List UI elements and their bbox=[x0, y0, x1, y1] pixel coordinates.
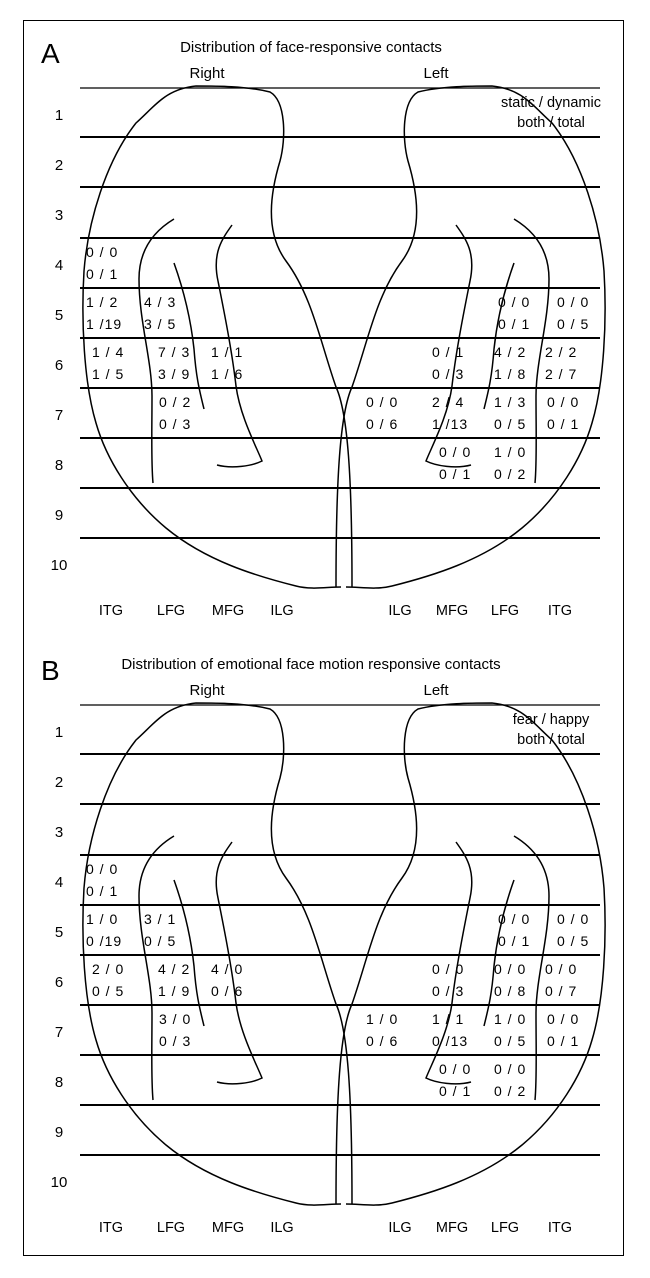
row-number: 3 bbox=[54, 824, 64, 841]
panel-b bbox=[41, 655, 605, 1236]
cell-value-line1: 2 / 2 bbox=[545, 344, 578, 360]
cell-value-line2: 0 / 1 bbox=[86, 883, 119, 899]
cell-value-line2: 1 /19 bbox=[86, 316, 123, 332]
cell-value-line1: 1 / 4 bbox=[92, 344, 125, 360]
cell-value-line2: 0 / 5 bbox=[557, 316, 590, 332]
panel-a-letter: A bbox=[41, 38, 60, 69]
cell-value-line2: 0 / 3 bbox=[432, 983, 465, 999]
cell-value-line2: 0 / 5 bbox=[494, 1033, 527, 1049]
region-label: MFG bbox=[435, 1220, 469, 1236]
panel-a-legend-line2: both / total bbox=[517, 115, 585, 131]
cell-value-line1: 1 / 1 bbox=[432, 1011, 465, 1027]
region-label: MFG bbox=[435, 603, 469, 619]
cell-value-line2: 1 /13 bbox=[432, 416, 469, 432]
cell-value-line2: 0 /13 bbox=[432, 1033, 469, 1049]
cell-value-line2: 2 / 7 bbox=[545, 366, 578, 382]
cell-value-line2: 1 / 8 bbox=[494, 366, 527, 382]
row-number: 10 bbox=[50, 1174, 68, 1191]
cell-value-line1: 0 / 0 bbox=[494, 961, 527, 977]
cell-value-line1: 0 / 0 bbox=[547, 394, 580, 410]
cell-value-line2: 0 / 5 bbox=[144, 933, 177, 949]
panel-a-cells bbox=[86, 244, 589, 482]
row-number: 6 bbox=[54, 357, 64, 374]
panel-b-legend-line1: fear / happy bbox=[512, 712, 590, 728]
cell-value-line1: 4 / 3 bbox=[144, 294, 177, 310]
cell-value-line1: 2 / 4 bbox=[432, 394, 465, 410]
cell-value-line1: 7 / 3 bbox=[158, 344, 191, 360]
panel-a-left-label: Left bbox=[423, 65, 449, 82]
region-label: LFG bbox=[490, 603, 520, 619]
row-number: 4 bbox=[54, 257, 64, 274]
cell-value-line2: 0 / 2 bbox=[494, 466, 527, 482]
cell-value-line1: 0 / 0 bbox=[86, 861, 119, 877]
cell-value-line2: 0 / 1 bbox=[439, 1083, 472, 1099]
cell-value-line2: 0 / 5 bbox=[92, 983, 125, 999]
cell-value-line2: 0 /19 bbox=[86, 933, 123, 949]
region-label: MFG bbox=[211, 1220, 245, 1236]
cell-value-line2: 3 / 9 bbox=[158, 366, 191, 382]
row-number: 8 bbox=[54, 1074, 64, 1091]
cell-value-line1: 0 / 0 bbox=[86, 244, 119, 260]
cell-value-line2: 0 / 1 bbox=[498, 933, 531, 949]
panel-b-right-label: Right bbox=[189, 682, 225, 699]
cell-value-line1: 1 / 1 bbox=[211, 344, 244, 360]
cell-value-line1: 0 / 2 bbox=[159, 394, 192, 410]
cell-value-line2: 0 / 3 bbox=[159, 416, 192, 432]
cell-value-line1: 0 / 0 bbox=[498, 294, 531, 310]
cell-value-line2: 1 / 6 bbox=[211, 366, 244, 382]
row-number: 7 bbox=[54, 407, 64, 424]
row-number: 6 bbox=[54, 974, 64, 991]
cell-value-line2: 0 / 3 bbox=[159, 1033, 192, 1049]
cell-value-line2: 0 / 6 bbox=[211, 983, 244, 999]
panel-b-cells bbox=[86, 861, 589, 1099]
row-number: 3 bbox=[54, 207, 64, 224]
cell-value-line1: 1 / 0 bbox=[86, 911, 119, 927]
region-label: LFG bbox=[156, 1220, 186, 1236]
cell-value-line1: 0 / 0 bbox=[366, 394, 399, 410]
cell-value-line1: 1 / 0 bbox=[494, 1011, 527, 1027]
cell-value-line1: 4 / 2 bbox=[158, 961, 191, 977]
cell-value-line1: 3 / 1 bbox=[144, 911, 177, 927]
cell-value-line1: 0 / 0 bbox=[494, 1061, 527, 1077]
cell-value-line1: 0 / 0 bbox=[547, 1011, 580, 1027]
panel-b-row-numbers bbox=[51, 724, 68, 1191]
row-number: 9 bbox=[54, 1124, 64, 1141]
cell-value-line1: 1 / 0 bbox=[366, 1011, 399, 1027]
panel-a-row-numbers bbox=[51, 107, 68, 574]
region-label: ILG bbox=[388, 1220, 412, 1236]
cell-value-line1: 0 / 0 bbox=[498, 911, 531, 927]
panel-a-legend-line1: static / dynamic bbox=[501, 95, 601, 111]
region-label: MFG bbox=[211, 603, 245, 619]
cell-value-line2: 0 / 5 bbox=[557, 933, 590, 949]
cell-value-line2: 0 / 5 bbox=[494, 416, 527, 432]
cell-value-line1: 0 / 1 bbox=[432, 344, 465, 360]
region-label: ITG bbox=[98, 603, 124, 619]
cell-value-line1: 3 / 0 bbox=[159, 1011, 192, 1027]
cell-value-line2: 0 / 1 bbox=[498, 316, 531, 332]
region-label: LFG bbox=[490, 1220, 520, 1236]
cell-value-line2: 0 / 2 bbox=[494, 1083, 527, 1099]
region-label: ILG bbox=[388, 603, 412, 619]
cell-value-line1: 1 / 2 bbox=[86, 294, 119, 310]
cell-value-line2: 0 / 1 bbox=[439, 466, 472, 482]
row-number: 8 bbox=[54, 457, 64, 474]
panel-a-title: Distribution of face-responsive contacts bbox=[180, 39, 442, 56]
panel-a bbox=[41, 38, 605, 619]
row-number: 5 bbox=[54, 307, 64, 324]
cell-value-line1: 4 / 2 bbox=[494, 344, 527, 360]
cell-value-line2: 1 / 5 bbox=[92, 366, 125, 382]
figure-canvas bbox=[24, 21, 624, 1255]
row-number: 2 bbox=[54, 157, 64, 174]
cell-value-line1: 0 / 0 bbox=[432, 961, 465, 977]
cell-value-line2: 0 / 3 bbox=[432, 366, 465, 382]
cell-value-line1: 0 / 0 bbox=[439, 1061, 472, 1077]
cell-value-line2: 0 / 1 bbox=[86, 266, 119, 282]
panel-b-letter: B bbox=[41, 655, 60, 686]
row-number: 1 bbox=[54, 724, 64, 741]
region-label: ITG bbox=[547, 1220, 573, 1236]
row-number: 5 bbox=[54, 924, 64, 941]
region-label: LFG bbox=[156, 603, 186, 619]
cell-value-line1: 0 / 0 bbox=[545, 961, 578, 977]
cell-value-line1: 4 / 0 bbox=[211, 961, 244, 977]
row-number: 2 bbox=[54, 774, 64, 791]
cell-value-line1: 1 / 0 bbox=[494, 444, 527, 460]
cell-value-line2: 0 / 1 bbox=[547, 1033, 580, 1049]
cell-value-line2: 3 / 5 bbox=[144, 316, 177, 332]
row-number: 7 bbox=[54, 1024, 64, 1041]
cell-value-line2: 0 / 6 bbox=[366, 416, 399, 432]
region-label: ITG bbox=[98, 1220, 124, 1236]
row-number: 4 bbox=[54, 874, 64, 891]
cell-value-line1: 0 / 0 bbox=[557, 294, 590, 310]
cell-value-line1: 0 / 0 bbox=[439, 444, 472, 460]
cell-value-line2: 0 / 8 bbox=[494, 983, 527, 999]
cell-value-line2: 0 / 7 bbox=[545, 983, 578, 999]
cell-value-line2: 0 / 1 bbox=[547, 416, 580, 432]
panel-b-left-label: Left bbox=[423, 682, 449, 699]
cell-value-line2: 0 / 6 bbox=[366, 1033, 399, 1049]
cell-value-line2: 1 / 9 bbox=[158, 983, 191, 999]
cell-value-line1: 2 / 0 bbox=[92, 961, 125, 977]
region-label: ILG bbox=[270, 1220, 294, 1236]
panel-b-region-labels bbox=[99, 1220, 572, 1236]
cell-value-line1: 0 / 0 bbox=[557, 911, 590, 927]
row-number: 9 bbox=[54, 507, 64, 524]
region-label: ITG bbox=[547, 603, 573, 619]
cell-value-line1: 1 / 3 bbox=[494, 394, 527, 410]
row-number: 1 bbox=[54, 107, 64, 124]
panel-a-right-label: Right bbox=[189, 65, 225, 82]
row-number: 10 bbox=[50, 557, 68, 574]
panel-b-legend-line2: both / total bbox=[517, 732, 585, 748]
region-label: ILG bbox=[270, 603, 294, 619]
panel-b-title: Distribution of emotional face motion responsive contacts bbox=[121, 656, 501, 673]
panel-a-region-labels bbox=[99, 603, 572, 619]
